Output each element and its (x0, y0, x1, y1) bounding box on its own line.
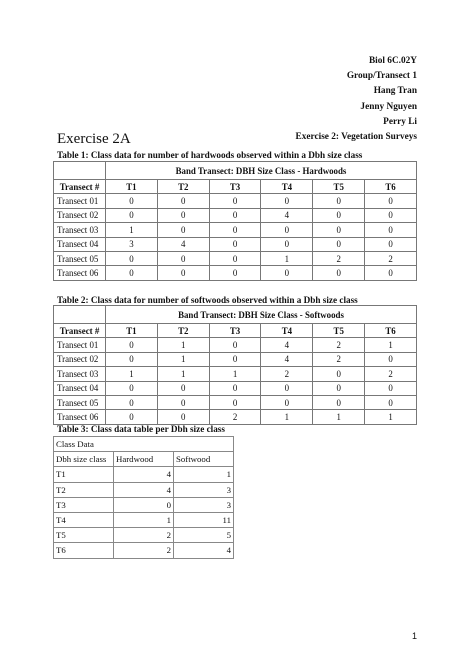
row-label: Transect 03 (54, 367, 106, 381)
table-cell: 0 (261, 223, 313, 237)
table2-band-title: Band Transect: DBH Size Class - Softwoods (106, 306, 417, 324)
table-cell: 1 (209, 367, 261, 381)
table-cell: 1 (313, 410, 365, 424)
row-label: T3 (54, 497, 114, 512)
table2-caption: Table 2: Class data for number of softwoods observed within a Dbh size class (57, 295, 358, 305)
row-label: Transect 01 (54, 194, 106, 208)
column-header: T3 (209, 324, 261, 338)
row-label: T4 (54, 512, 114, 527)
row-label: Transect 05 (54, 251, 106, 265)
table-cell: 3 (174, 482, 234, 497)
table-cell: 0 (209, 395, 261, 409)
column-header: T2 (157, 180, 209, 194)
column-header: T4 (261, 324, 313, 338)
table-cell: 0 (157, 381, 209, 395)
table-cell: 2 (313, 352, 365, 366)
table-cell: 3 (174, 497, 234, 512)
table-cell: 0 (106, 251, 158, 265)
table-cell: 2 (365, 251, 417, 265)
row-label: Transect 05 (54, 395, 106, 409)
table-cell: 0 (106, 381, 158, 395)
table-cell: 5 (174, 528, 234, 543)
table-row (54, 395, 417, 409)
table-cell: 0 (261, 266, 313, 280)
table-cell: 0 (365, 194, 417, 208)
table-cell: 0 (209, 266, 261, 280)
table-cell: 0 (209, 208, 261, 222)
table-cell: 0 (365, 266, 417, 280)
table-row (54, 223, 417, 237)
row-label: T2 (54, 482, 114, 497)
table-row (54, 482, 234, 497)
column-header: T2 (157, 324, 209, 338)
column-header: Transect # (54, 180, 106, 194)
table-cell: 0 (313, 237, 365, 251)
exercise-name: Exercise 2: Vegetation Surveys (295, 132, 417, 143)
column-header: T5 (313, 324, 365, 338)
table-cell: 0 (157, 208, 209, 222)
table-row (54, 528, 234, 543)
row-label: Transect 02 (54, 208, 106, 222)
table-cell: 1 (106, 223, 158, 237)
row-label: Transect 02 (54, 352, 106, 366)
table-cell: 0 (261, 395, 313, 409)
table-row (54, 194, 417, 208)
table-cell: 0 (209, 338, 261, 352)
table-cell: 2 (365, 367, 417, 381)
table-cell: 0 (106, 208, 158, 222)
column-header: T6 (365, 180, 417, 194)
table-cell: 4 (174, 543, 234, 558)
author-name: Perry Li (383, 116, 417, 127)
table-cell: 4 (157, 237, 209, 251)
table-cell: 0 (313, 266, 365, 280)
row-label: Transect 04 (54, 237, 106, 251)
table-cell: 0 (313, 194, 365, 208)
table-cell: 4 (114, 482, 174, 497)
table-cell: 0 (157, 395, 209, 409)
column-header: Softwood (174, 452, 234, 467)
table-cell: 2 (313, 251, 365, 265)
table-row (54, 543, 234, 558)
exercise-title: Exercise 2A (57, 131, 131, 147)
table-cell: 0 (365, 381, 417, 395)
row-label: Transect 06 (54, 410, 106, 424)
class-data-table (53, 436, 234, 559)
table-cell: 0 (365, 395, 417, 409)
table-cell: 0 (313, 223, 365, 237)
table-cell: 0 (209, 251, 261, 265)
table-cell: 1 (157, 338, 209, 352)
column-header: T6 (365, 324, 417, 338)
table-cell: 1 (157, 367, 209, 381)
table-cell: 0 (313, 381, 365, 395)
table-cell: 0 (106, 194, 158, 208)
table1-header-row (54, 180, 417, 194)
column-header: T1 (106, 324, 158, 338)
table-cell: 0 (313, 395, 365, 409)
table-row (54, 352, 417, 366)
table-cell: 0 (261, 381, 313, 395)
column-header: Dbh size class (54, 452, 114, 467)
table-cell: 2 (114, 528, 174, 543)
table-cell: 0 (157, 251, 209, 265)
table1-caption: Table 1: Class data for number of hardwoods observed within a Dbh size class (57, 150, 363, 160)
table-cell: 4 (114, 467, 174, 482)
table-cell: 0 (157, 266, 209, 280)
table-cell: 0 (209, 223, 261, 237)
table-row (54, 251, 417, 265)
table-cell: 0 (365, 237, 417, 251)
table-cell: 0 (106, 266, 158, 280)
course-code: Biol 6C.02Y (368, 56, 417, 66)
column-header: T4 (261, 180, 313, 194)
table-cell: 4 (261, 352, 313, 366)
table-cell: 0 (365, 352, 417, 366)
table-row (54, 338, 417, 352)
table2-header-row (54, 324, 417, 338)
table-cell: 0 (209, 381, 261, 395)
table-row (54, 266, 417, 280)
row-label: T1 (54, 467, 114, 482)
table-cell: 0 (157, 410, 209, 424)
column-header: Hardwood (114, 452, 174, 467)
table-cell: 1 (261, 410, 313, 424)
table-cell: 2 (261, 367, 313, 381)
table-cell: 1 (365, 410, 417, 424)
table-cell: 3 (106, 237, 158, 251)
row-label: Transect 03 (54, 223, 106, 237)
table-cell: 2 (209, 410, 261, 424)
table-cell: 0 (114, 497, 174, 512)
author-name: Jenny Nguyen (360, 101, 417, 112)
table-row (54, 497, 234, 512)
table-cell: 11 (174, 512, 234, 527)
table-row (54, 237, 417, 251)
table-cell: 0 (106, 338, 158, 352)
table-cell: 1 (261, 251, 313, 265)
table-cell: 0 (365, 208, 417, 222)
row-label: T6 (54, 543, 114, 558)
hardwoods-table (53, 161, 417, 281)
table-row (54, 512, 234, 527)
page-number: 1 (411, 631, 417, 641)
table-cell: 0 (209, 352, 261, 366)
table-cell: 0 (313, 208, 365, 222)
table-cell: 4 (261, 338, 313, 352)
class-data-title: Class Data (54, 437, 234, 452)
column-header: Transect # (54, 324, 106, 338)
column-header: T1 (106, 180, 158, 194)
row-label: Transect 06 (54, 266, 106, 280)
document-header (296, 54, 417, 145)
row-label: Transect 01 (54, 338, 106, 352)
table-cell: 1 (365, 338, 417, 352)
softwoods-table (53, 305, 417, 425)
table-cell: 2 (313, 338, 365, 352)
row-label: T5 (54, 528, 114, 543)
table-cell: 1 (174, 467, 234, 482)
table-cell: 0 (261, 194, 313, 208)
table-row (54, 381, 417, 395)
table-cell: 0 (106, 352, 158, 366)
table-row (54, 208, 417, 222)
row-label: Transect 04 (54, 381, 106, 395)
table-cell: 0 (106, 410, 158, 424)
table-cell: 0 (157, 194, 209, 208)
table-cell: 4 (261, 208, 313, 222)
column-header: T3 (209, 180, 261, 194)
table-cell: 1 (157, 352, 209, 366)
table-cell: 0 (106, 395, 158, 409)
table-cell: 0 (313, 367, 365, 381)
table-row (54, 367, 417, 381)
table-cell: 2 (114, 543, 174, 558)
column-header: T5 (313, 180, 365, 194)
author-name: Hang Tran (373, 86, 417, 97)
table-cell: 1 (114, 512, 174, 527)
table3-header-row (54, 452, 234, 467)
table1-band-title: Band Transect: DBH Size Class - Hardwoods (106, 162, 417, 180)
table-cell: 1 (106, 367, 158, 381)
table-cell: 0 (261, 237, 313, 251)
group-transect: Group/Transect 1 (346, 71, 417, 82)
table-row (54, 410, 417, 424)
table-cell: 0 (209, 237, 261, 251)
table-cell: 0 (365, 223, 417, 237)
table-row (54, 467, 234, 482)
table3-caption: Table 3: Class data table per Dbh size class (57, 424, 225, 434)
table-cell: 0 (209, 194, 261, 208)
table-cell: 0 (157, 223, 209, 237)
